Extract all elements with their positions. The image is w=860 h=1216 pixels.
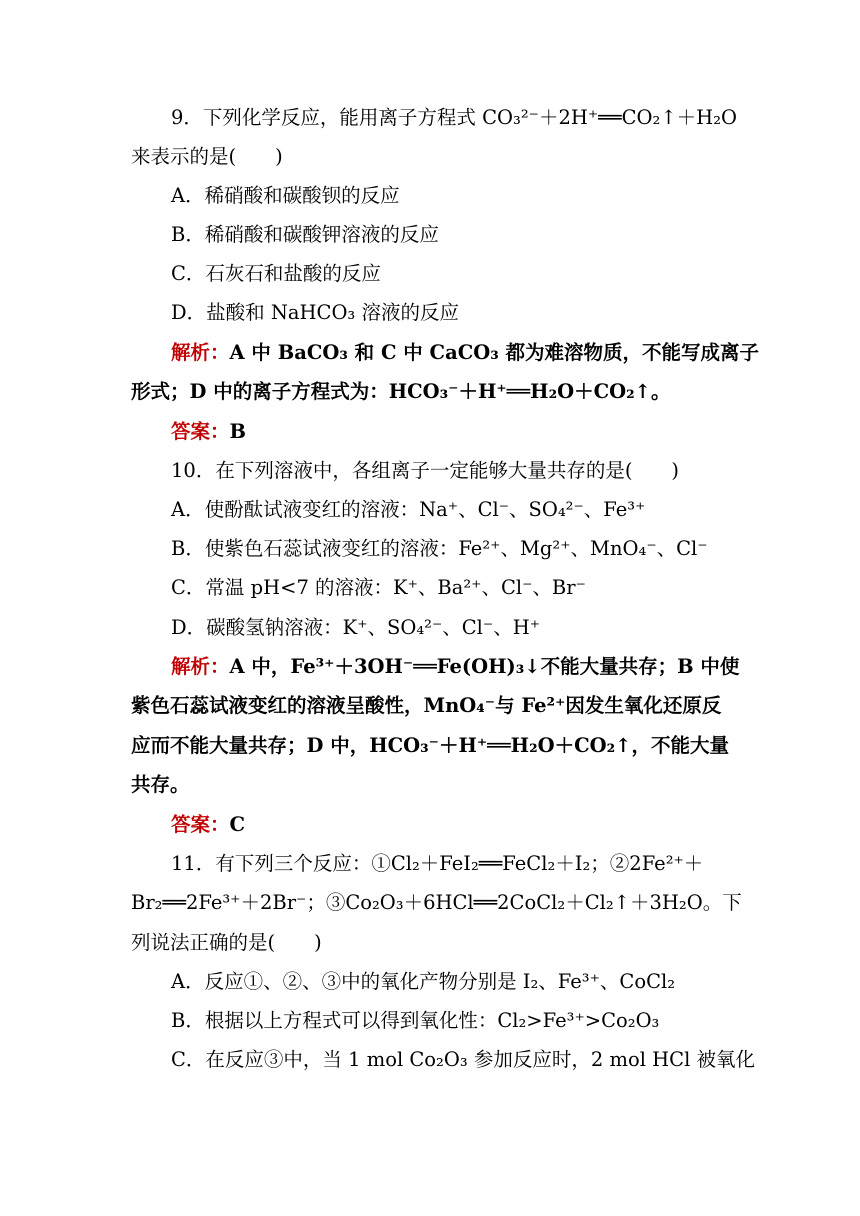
q9-answer-line xyxy=(171,418,771,446)
q9-option-a: A．稀硝酸和碳酸钡的反应 xyxy=(171,184,400,207)
analysis-label: 解析： xyxy=(171,655,230,678)
q10-answer-value: C xyxy=(229,813,246,836)
q9-analysis-text1: A 中 BaCO₃ 和 C 中 CaCO₃ 都为难溶物质，不能写成离子 xyxy=(229,341,760,364)
q10-analysis-text1: A 中，Fe³⁺＋3OH⁻══Fe(OH)₃↓不能大量共存；B 中使 xyxy=(229,655,740,678)
answer-label: 答案： xyxy=(171,813,230,836)
q10-analysis-text3: 应而不能大量共存；D 中，HCO₃⁻＋H⁺══H₂O＋CO₂↑，不能大量 xyxy=(131,734,729,757)
q9-option-c: C．石灰石和盐酸的反应 xyxy=(171,262,381,285)
q10-option-a: A．使酚酞试液变红的溶液：Na⁺、Cl⁻、SO₄²⁻、Fe³⁺ xyxy=(171,498,646,521)
q9-analysis-line1 xyxy=(171,339,771,367)
q10-option-b: B．使紫色石蕊试液变红的溶液：Fe²⁺、Mg²⁺、MnO₄⁻、Cl⁻ xyxy=(171,537,708,560)
q11-stem-line3: 列说法正确的是( ) xyxy=(131,931,322,954)
q10-option-c: C．常温 pH<7 的溶液：K⁺、Ba²⁺、Cl⁻、Br⁻ xyxy=(171,576,586,599)
q10-option-d: D．碳酸氢钠溶液：K⁺、SO₄²⁻、Cl⁻、H⁺ xyxy=(171,616,541,639)
q10-analysis-text2: 紫色石蕊试液变红的溶液呈酸性，MnO₄⁻与 Fe²⁺因发生氧化还原反 xyxy=(131,694,722,717)
answer-label: 答案： xyxy=(171,420,230,443)
q10-analysis-text4: 共存。 xyxy=(131,773,190,796)
q10-analysis-line4 xyxy=(131,771,731,799)
q10-analysis-line3 xyxy=(131,732,731,760)
q11-stem-line2: Br₂══2Fe³⁺＋2Br⁻；③Co₂O₃＋6HCl══2CoCl₂＋Cl₂↑＋3H₂O。下 xyxy=(131,891,742,914)
q10-stem: 10．在下列溶液中，各组离子一定能够大量共存的是( ) xyxy=(171,459,680,482)
q9-option-d: D．盐酸和 NaHCO₃ 溶液的反应 xyxy=(171,301,459,324)
q10-analysis-line1 xyxy=(171,653,771,681)
q9-stem-line2: 来表示的是( ) xyxy=(131,145,283,168)
q9-answer-value: B xyxy=(229,420,246,443)
q9-stem-line1: 9．下列化学反应，能用离子方程式 CO₃²⁻＋2H⁺══CO₂↑＋H₂O xyxy=(171,106,737,129)
q9-analysis-text2: 形式；D 中的离子方程式为：HCO₃⁻＋H⁺══H₂O＋CO₂↑。 xyxy=(131,380,671,403)
q11-stem-line1: 11．有下列三个反应：①Cl₂＋FeI₂══FeCl₂＋I₂；②2Fe²⁺＋ xyxy=(171,852,704,875)
analysis-label: 解析： xyxy=(171,341,230,364)
q11-option-c: C．在反应③中，当 1 mol Co₂O₃ 参加反应时，2 mol HCl 被氧化 xyxy=(171,1048,756,1071)
q11-option-a: A．反应①、②、③中的氧化产物分别是 I₂、Fe³⁺、CoCl₂ xyxy=(171,970,676,993)
q9-option-b: B．稀硝酸和碳酸钾溶液的反应 xyxy=(171,223,439,246)
q10-answer-line xyxy=(171,811,771,839)
q9-analysis-line2 xyxy=(131,378,731,406)
q11-option-b: B．根据以上方程式可以得到氧化性：Cl₂>Fe³⁺>Co₂O₃ xyxy=(171,1009,660,1032)
q10-analysis-line2 xyxy=(131,692,731,720)
